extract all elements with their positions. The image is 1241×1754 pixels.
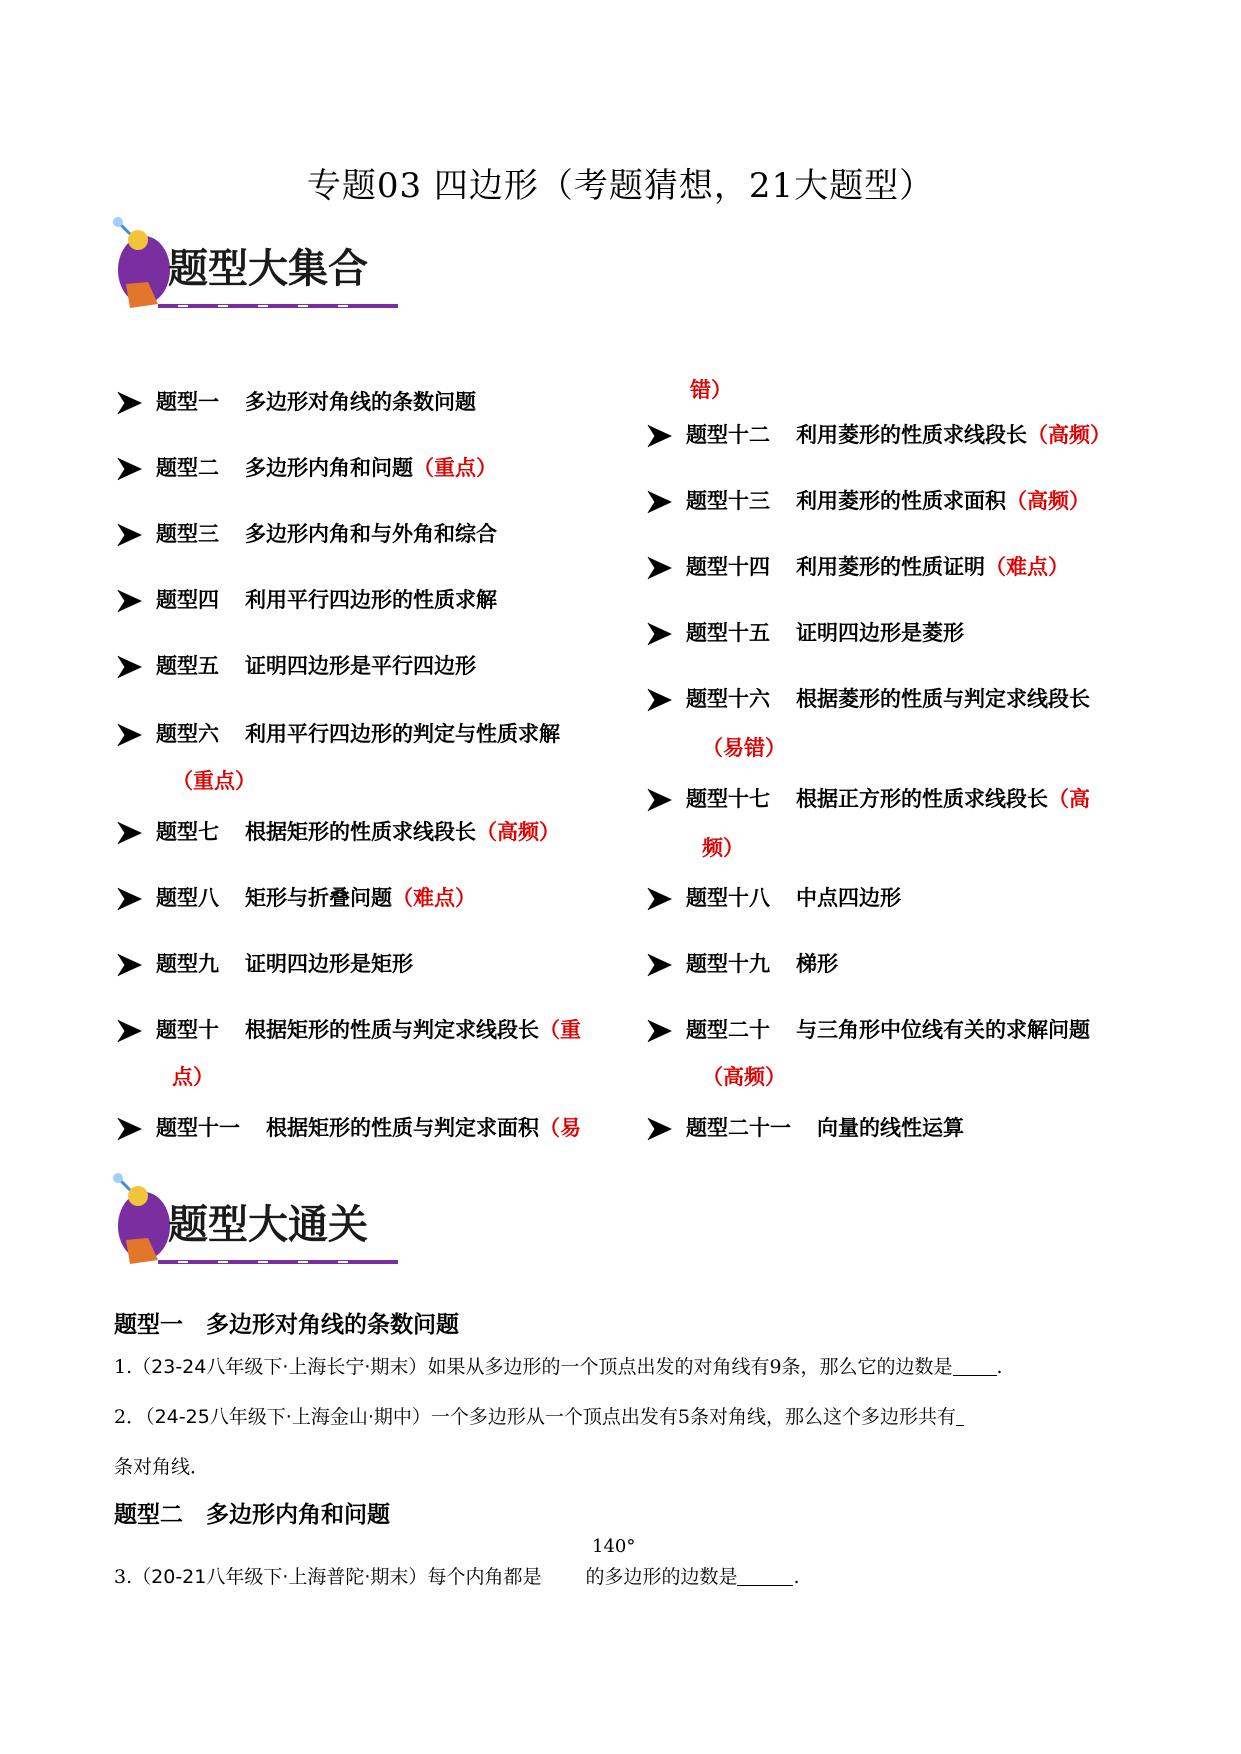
answer-blank[interactable] [953,1357,997,1376]
toc-item-name: 根据矩形的性质与判定求线段长 [245,1018,539,1042]
arrow-bullet-icon [116,521,144,549]
arrow-bullet-icon [116,1115,144,1143]
toc-item[interactable] [156,709,560,759]
toc-item-label: 题型十八 [686,886,770,910]
arrow-bullet-icon [116,653,144,681]
toc-item-name: 中点四边形 [796,886,901,910]
toc-item-tag-cont: 点） [172,1065,214,1089]
toc-item-tag: （难点） [985,555,1069,579]
toc-item-label: 题型十二 [686,423,770,447]
arrow-bullet-icon [646,554,674,582]
toc-item[interactable] [686,674,1090,724]
toc-item-label: 题型九 [156,952,219,976]
answer-blank[interactable] [956,1407,964,1426]
question-2-line2: 条对角线． [114,1456,210,1478]
wizard-mascot-icon [108,212,460,322]
arrow-bullet-icon [646,1017,674,1045]
question-text: 的多边形的边数是 [585,1566,738,1588]
svg-text:题型大集合: 题型大集合 [168,245,368,292]
toc-item[interactable] [686,1103,964,1153]
arrow-bullet-icon [116,721,144,749]
toc-item-label: 题型十三 [686,489,770,513]
answer-blank[interactable] [737,1567,793,1586]
toc-item-name: 向量的线性运算 [817,1116,964,1140]
toc-item[interactable] [156,377,476,427]
toc-item-tag: （高频） [476,820,560,844]
question-text: 每个内角都是 [427,1566,542,1588]
toc-item-name: 利用菱形的性质求面积 [796,489,1006,513]
toc-item[interactable] [686,939,838,989]
arrow-bullet-icon [116,951,144,979]
toc-item-label: 题型十 [156,1018,219,1042]
toc-item-label: 题型十五 [686,621,770,645]
question-text: 如果从多边形的一个顶点出发的对角线有9条，那么它的边数是 [427,1356,953,1378]
toc-item[interactable] [156,939,413,989]
arrow-bullet-icon [646,951,674,979]
toc-item-name: 利用平行四边形的判定与性质求解 [245,722,560,746]
arrow-bullet-icon [646,786,674,814]
toc-item-label: 题型一 [156,390,219,414]
toc-item[interactable] [686,410,1111,460]
toc-item-name: 利用平行四边形的性质求解 [245,588,497,612]
toc-item[interactable] [686,873,901,923]
question-source: （24-25八年级下·上海金山·期中） [145,1406,431,1428]
section-heading-1: 题型一 多边形对角线的条数问题 [114,1312,459,1338]
question-1: 1.（23-24八年级下·上海长宁·期末）如果从多边形的一个顶点出发的对角线有9条，那么它的边数是 . [114,1356,1003,1378]
toc-item[interactable] [156,873,476,923]
question-3: 3.（20-21八年级下·上海普陀·期末）每个内角都是 的多边形的边数是 . [114,1566,800,1588]
arrow-bullet-icon [116,455,144,483]
arrow-bullet-icon [116,885,144,913]
toc-item-label: 题型十六 [686,687,770,711]
toc-item-label: 题型十一 [156,1116,240,1140]
question-text: 一个多边形从一个顶点出发有5条对角线，那么这个多边形共有 [430,1406,956,1428]
arrow-bullet-icon [646,620,674,648]
question-source: （23-24八年级下·上海长宁·期末） [132,1356,428,1378]
page-title: 专题03 四边形（考题猜想，21大题型） [306,166,935,206]
toc-item-label: 题型六 [156,722,219,746]
question-2 [114,1402,964,1429]
arrow-bullet-icon [116,1017,144,1045]
question-source: （20-21八年级下·上海普陀·期末） [132,1566,428,1588]
toc-item[interactable] [686,608,964,658]
toc-item-label: 题型二 [156,456,219,480]
toc-item-name: 证明四边形是矩形 [245,952,413,976]
toc-item-label: 题型七 [156,820,219,844]
toc-item-name: 矩形与折叠问题 [245,886,392,910]
toc-item-name: 根据菱形的性质与判定求线段长 [796,687,1090,711]
toc-item-tag: （高频） [1006,489,1090,513]
toc-item-label: 题型二十 [686,1018,770,1042]
toc-item-tag-cont: （高频） [702,1065,786,1089]
toc-item-label: 题型三 [156,522,219,546]
arrow-bullet-icon [646,422,674,450]
arrow-bullet-icon [646,1115,674,1143]
toc-item-name: 证明四边形是平行四边形 [245,654,476,678]
toc-item-tag: （重 [539,1018,581,1042]
toc-item-tag-cont: （易错） [702,736,786,760]
math-angle: 140° [592,1536,636,1557]
toc-item-label: 题型十九 [686,952,770,976]
toc-item-tag-cont: （重点） [172,769,256,793]
arrow-bullet-icon [646,488,674,516]
arrow-bullet-icon [116,819,144,847]
question-number: 2． [114,1406,146,1428]
toc-item-name: 与三角形中位线有关的求解问题 [796,1018,1090,1042]
toc-item-name: 多边形内角和与外角和综合 [245,522,497,546]
wizard-mascot-icon [108,1168,460,1278]
question-number: 1. [114,1356,133,1378]
toc-item-label: 题型四 [156,588,219,612]
toc-item-tag: （高频） [1027,423,1111,447]
toc-item-name: 梯形 [796,952,838,976]
arrow-bullet-icon [116,587,144,615]
toc-item-tag: （高 [1048,787,1090,811]
toc-item-name: 根据矩形的性质与判定求面积 [266,1116,539,1140]
toc-item-label: 题型十七 [686,787,770,811]
toc-item-name: 证明四边形是菱形 [796,621,964,645]
toc-item[interactable] [156,1005,581,1055]
section-heading-2: 题型二 多边形内角和问题 [114,1502,390,1528]
toc-item-tag: （易 [539,1116,581,1140]
toc-item-label: 题型十四 [686,555,770,579]
toc-item-name: 根据正方形的性质求线段长 [796,787,1048,811]
arrow-bullet-icon [116,389,144,417]
toc-item-tag-cont: 频） [702,836,744,860]
toc-item-name: 多边形内角和问题 [245,456,413,480]
toc-right-cont: 错） [690,378,732,402]
toc-item-label: 题型五 [156,654,219,678]
toc-item-name: 多边形对角线的条数问题 [245,390,476,414]
toc-item-label: 题型八 [156,886,219,910]
toc-item[interactable] [156,641,476,691]
toc-item-tag: （难点） [392,886,476,910]
toc-item-tag: （重点） [413,456,497,480]
toc-item[interactable] [686,476,1090,526]
banner-practice [108,1168,460,1278]
toc-item[interactable] [156,575,497,625]
toc-item-name: 根据矩形的性质求线段长 [245,820,476,844]
toc-item-name: 利用菱形的性质证明 [796,555,985,579]
arrow-bullet-icon [646,885,674,913]
toc-item[interactable] [686,1005,1090,1055]
question-number: 3. [114,1566,133,1588]
toc-item[interactable] [686,774,1090,824]
toc-item-name: 利用菱形的性质求线段长 [796,423,1027,447]
banner-question-types [108,212,460,322]
toc-item[interactable] [156,509,497,559]
toc-item[interactable] [156,443,497,493]
arrow-bullet-icon [646,686,674,714]
svg-text:题型大通关: 题型大通关 [168,1201,368,1248]
toc-item[interactable] [156,807,560,857]
toc-item-label: 题型二十一 [686,1116,791,1140]
toc-item[interactable] [686,542,1069,592]
toc-item[interactable] [156,1103,581,1153]
